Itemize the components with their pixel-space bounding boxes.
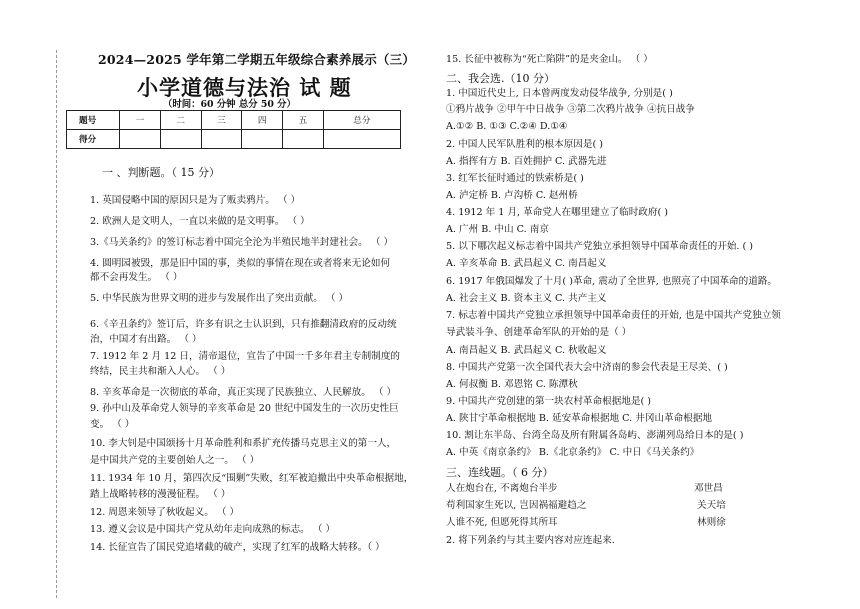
judgment-item-8: 8. 辛亥革命是一次彻底的革命，真正实现了民族独立、人民解放。 （ ） — [90, 387, 397, 398]
match-right-item[interactable]: 林则徐 — [697, 517, 726, 528]
choice-line: 7. 标志着中国共产党独立承担领导中国革命责任的开始, 也是中国共产党独立领 — [446, 310, 781, 321]
judgment-item-7-line-1: 7. 1912 年 2 月 12 日，清帝退位，宣告了中国一千多年君主专制制度的 — [90, 351, 401, 362]
score-table-header-row — [67, 111, 401, 130]
judgment-item-10-line-1: 10. 李大钊是中国颂扬十月革命胜利和系扩充传播马克思主义的第一人， — [90, 438, 397, 449]
judgment-item-12: 12. 周恩来领导了秋收起义。 （ ） — [90, 507, 240, 518]
choice-line: A. 泸定桥 B. 卢沟桥 C. 赵州桥 — [446, 190, 578, 201]
score-table-header-cell: 四 — [242, 111, 283, 130]
judgment-item-11-line-2: 踏上战略转移的漫漫征程。 （ ） — [90, 489, 231, 500]
judgment-item-7-line-2: 终结，民主共和渐入人心。 （ ） — [90, 366, 231, 377]
score-table-header-cell: 题号 — [67, 111, 120, 130]
choice-line: A. 广州 B. 中山 C. 南京 — [446, 224, 549, 235]
judgment-item-13: 13. 遵义会议是中国共产党从幼年走向成熟的标志。 （ ） — [90, 524, 336, 535]
match-left-item[interactable]: 苟利国家生死以, 岂因祸福避趋之 — [446, 500, 587, 511]
score-cell[interactable] — [160, 130, 201, 149]
choice-line: 1. 中国近代史上, 日本曾两度发动侵华战争, 分别是( ) — [446, 88, 673, 99]
judgment-item-3: 3.《马关条约》的签订标志着中国完全沦为半殖民地半封建社会。 （ ） — [90, 237, 394, 248]
match-left-item[interactable]: 人在炮台在, 不离炮台半步 — [446, 483, 558, 494]
score-table-header-cell: 二 — [160, 111, 201, 130]
score-table-header-cell: 三 — [201, 111, 242, 130]
score-cell[interactable] — [242, 130, 283, 149]
choice-line: 4. 1912 年 1 月, 革命党人在哪里建立了临时政府( ) — [446, 207, 669, 218]
score-cell[interactable] — [323, 130, 400, 149]
choice-line: 导武装斗争、创建革命军队的开始的是（ ） — [446, 327, 632, 338]
judgment-item-4-line-1: 4. 圆明园被毁，那是旧中国的事，类似的事情在现在或者将来无论如何 — [90, 258, 391, 269]
choice-line: A. 中英《南京条约》 B.《北京条约》 C. 中日《马关条约》 — [446, 447, 700, 458]
match-right-item[interactable]: 邓世昌 — [694, 483, 723, 494]
score-table-score-row — [67, 130, 401, 149]
choice-line: 8. 中国共产党第一次全国代表大会中济南的参会代表是王尽美、( ) — [446, 362, 728, 373]
judgment-item-10-line-2: 是中国共产党的主要创始人之一。 （ ） — [90, 455, 260, 466]
match-question-2: 2. 将下列条约与其主要内容对应连起来. — [446, 535, 615, 546]
choice-line: A. 辛亥革命 B. 武昌起义 C. 南昌起义 — [446, 258, 607, 269]
judgment-item-6-line-1: 6.《辛丑条约》签订后，许多有识之士认识到，只有推翻清政府的反动统 — [90, 319, 397, 330]
judgment-item-5: 5. 中华民族为世界文明的进步与发展作出了突出贡献。 （ ） — [90, 293, 349, 304]
exam-subtitle: （时间：60 分钟 总分 50 分） — [163, 99, 296, 110]
choice-line: 5. 以下哪次起义标志着中国共产党独立承担领导中国革命责任的开始. ( ) — [446, 241, 754, 252]
score-cell[interactable] — [283, 130, 324, 149]
exam-header-title: 2024—2025 学年第二学期五年级综合素养展示（三） — [98, 52, 416, 67]
choice-line: ①鸦片战争 ②甲午中日战争 ③第二次鸦片战争 ④抗日战争 — [446, 104, 695, 115]
judgment-item-6-line-2: 治，中国才有出路。 （ ） — [90, 334, 202, 345]
choice-line: A. 指挥有方 B. 百姓拥护 C. 武器先进 — [446, 156, 607, 167]
judgment-section-heading: 一 、判断题。（ 15 分） — [102, 166, 220, 179]
choice-line: 9. 中国共产党创建的第一块农村革命根据地是( ) — [446, 396, 652, 407]
choice-line: 10. 割让东半岛、台湾全岛及所有附属各岛屿、澎湖列岛给日本的是( ) — [446, 430, 744, 441]
choice-line: 2. 中国人民军队胜利的根本原因是( ) — [446, 139, 604, 150]
match-left-item[interactable]: 人谁不死, 但愿死得其所耳 — [446, 517, 558, 528]
judgment-item-1: 1. 英国侵略中国的原因只是为了贩卖鸦片。 （ ） — [90, 195, 301, 206]
judgment-item-15: 15. 长征中被称为“死亡陷阱”的是夹金山。 （ ） — [446, 54, 653, 65]
judgment-item-9-line-1: 9. 孙中山及革命党人领导的辛亥革命是 20 世纪中国发生的一次历史性巨 — [90, 403, 399, 414]
score-row-label: 得分 — [67, 130, 120, 149]
score-cell[interactable] — [120, 130, 161, 149]
choice-line: A.①② B. ①③ C.②④ D.①④ — [446, 121, 568, 132]
choice-section-heading: 二、我会选.（10 分） — [446, 72, 555, 85]
choice-line: 3. 红军长征时通过的铁索桥是( ) — [446, 173, 584, 184]
score-table-header-cell: 一 — [120, 111, 161, 130]
judgment-item-14: 14. 长征宣告了国民党追堵截的破产，实现了红军的战略大转移。（ ） — [90, 542, 385, 553]
choice-line: 6. 1917 年俄国爆发了十月( )革命, 震动了全世界, 也照亮了中国革命的道路。 — [446, 276, 778, 287]
choice-line: A. 陕甘宁革命根据地 B. 延安革命根据地 C. 井冈山革命根据地 — [446, 413, 713, 424]
score-cell[interactable] — [201, 130, 242, 149]
score-table-header-cell: 总分 — [323, 111, 400, 130]
score-table-header-cell: 五 — [283, 111, 324, 130]
match-right-item[interactable]: 关天培 — [697, 500, 726, 511]
score-table — [66, 110, 401, 149]
judgment-item-2: 2. 欧洲人是文明人，一直以来做的是文明事。 （ ） — [90, 216, 310, 227]
choice-line: A. 何叔衡 B. 邓恩铭 C. 陈潭秋 — [446, 379, 578, 390]
judgment-item-11-line-1: 11. 1934 年 10 月，第四次反“围剿”失败，红军被迫撤出中央革命根据地， — [90, 473, 414, 484]
choice-line: A. 南昌起义 B. 武昌起义 C. 秋收起义 — [446, 345, 607, 356]
choice-line: A. 社会主义 B. 资本主义 C. 共产主义 — [446, 293, 607, 304]
match-section-heading: 三、连线题。（ 6 分） — [446, 466, 554, 479]
exam-main-title: 小学道德与法治 试 题 — [137, 76, 352, 100]
judgment-item-4-line-2: 都不会再发生。 （ ） — [90, 272, 183, 283]
binding-dashed-line — [56, 50, 57, 598]
judgment-item-9-line-2: 变。 （ ） — [90, 419, 135, 430]
